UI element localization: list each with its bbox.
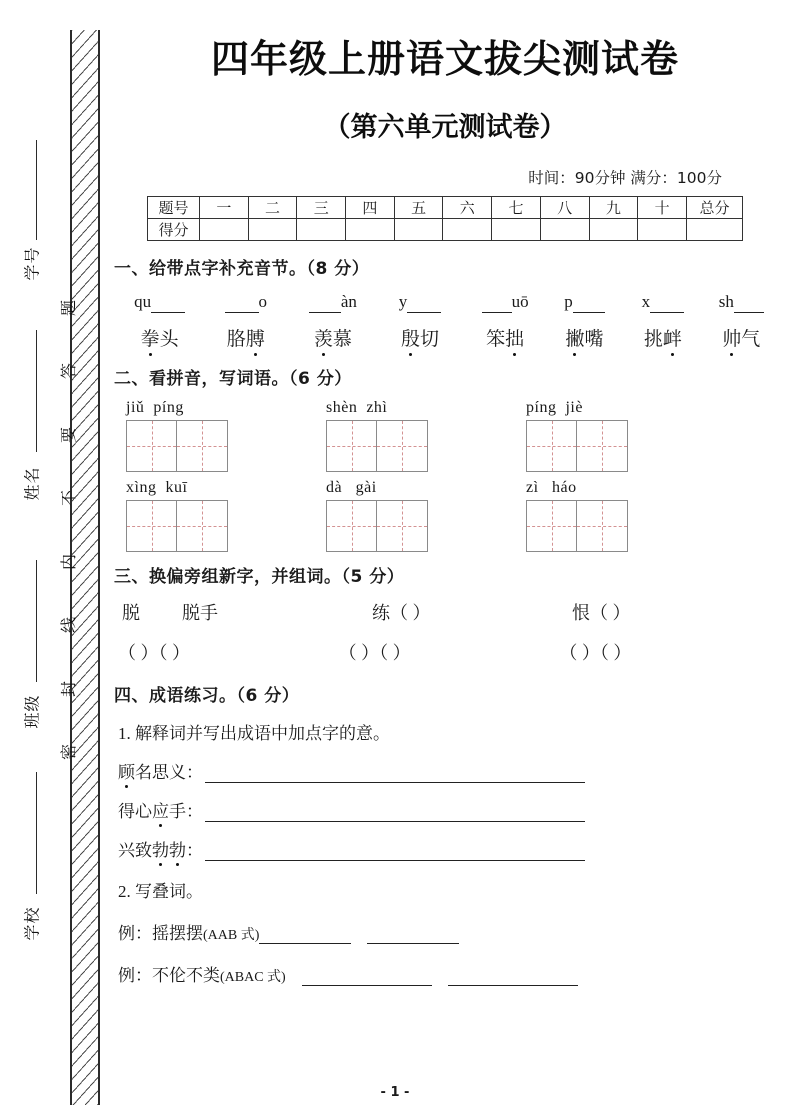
q1-word	[290, 324, 375, 351]
idiom-char: 义	[169, 763, 186, 782]
tianzige-cell[interactable]	[527, 421, 577, 471]
q1-word-pre: 挑	[643, 329, 663, 350]
idiom-dotted-char: 勃	[152, 836, 169, 861]
q2-pinyin: píng jiè	[526, 399, 583, 416]
q1-dotted-char: 衅	[663, 324, 682, 351]
seal-vertical-text	[56, 300, 84, 760]
reduplication-example-abac	[110, 961, 780, 986]
score-row-label: 题号	[148, 197, 200, 219]
idiom-answer-blank[interactable]	[205, 768, 585, 783]
score-cell[interactable]	[200, 219, 249, 241]
idiom-colon: ：	[186, 802, 203, 821]
tianzige-grid[interactable]	[526, 500, 628, 552]
section-heading-4	[110, 681, 780, 706]
q1-pinyin-pre: y	[398, 292, 408, 311]
seal-char: 题	[60, 299, 78, 317]
score-col-header: 六	[443, 197, 492, 219]
score-col-header: 三	[297, 197, 346, 219]
tianzige-cell[interactable]	[377, 421, 427, 471]
example-label: 例：	[118, 966, 152, 985]
q1-pinyin-blank[interactable]	[465, 292, 546, 318]
idiom-char: 名	[135, 763, 152, 782]
seal-char: 要	[60, 426, 78, 443]
q3-answer-blanks[interactable]: （ ）（ ）	[118, 643, 190, 663]
score-col-header-total: 总分	[687, 197, 743, 219]
seal-char: 封	[60, 680, 78, 697]
q1-word-post: 头	[159, 329, 179, 350]
page-title: 四年级上册语文拔尖测试卷	[210, 37, 679, 81]
q4-subtask-2: 2. 写叠词。	[118, 882, 203, 901]
q4-subtask-1: 1. 解释词并写出成语中加点字的意。	[118, 724, 390, 743]
section-points: （6 分）	[289, 369, 352, 389]
score-cell[interactable]	[540, 219, 589, 241]
class-label: 班级	[24, 694, 42, 729]
q3-answer-blanks[interactable]: （ ）（ ）	[338, 643, 411, 663]
idiom-answer-line	[110, 758, 780, 783]
q3-row-1	[110, 599, 780, 625]
score-col-header: 四	[346, 197, 395, 219]
score-cell[interactable]	[297, 219, 346, 241]
q1-dotted-char: 膊	[246, 324, 265, 351]
tianzige-cell[interactable]	[377, 501, 427, 551]
q2-body	[110, 399, 780, 552]
seal-char: 不	[60, 490, 78, 507]
section-text: 成语练习。	[149, 686, 237, 706]
example-answer-blank[interactable]	[302, 972, 432, 986]
tianzige-cell[interactable]	[577, 421, 627, 471]
q1-pinyin-post: uō	[511, 292, 529, 311]
idiom-char: 手	[169, 802, 186, 821]
q1-pinyin-blank[interactable]	[118, 292, 201, 318]
q1-word-pre: 胳	[226, 329, 246, 350]
q1-pinyin-blank[interactable]	[201, 292, 290, 318]
exam-sheet	[100, 0, 790, 1118]
score-col-header: 五	[394, 197, 443, 219]
score-col-header: 十	[638, 197, 687, 219]
tianzige-cell[interactable]	[577, 501, 627, 551]
score-cell[interactable]	[589, 219, 638, 241]
q3-prompt[interactable]: 练（ ）	[372, 603, 431, 623]
q2-item	[326, 479, 526, 552]
section-heading-1	[110, 254, 780, 279]
q1-pinyin-pre: p	[564, 292, 573, 311]
q1-body	[110, 292, 780, 351]
q1-item	[375, 292, 464, 351]
q1-pinyin-pre: sh	[718, 292, 734, 311]
class-rule[interactable]	[36, 560, 37, 682]
page-number: - 1 -	[380, 1085, 410, 1100]
page-subtitle: （第六单元测试卷）	[323, 112, 567, 143]
example-word: 摇摆摆	[152, 924, 203, 943]
q1-pinyin-blank[interactable]	[375, 292, 464, 318]
section-text: 给带点字补充音节。	[149, 259, 307, 279]
exam-meta: 时间：90分钟 满分：100分	[528, 169, 722, 187]
tianzige-cell[interactable]	[327, 421, 377, 471]
tianzige-grid[interactable]	[126, 420, 228, 472]
idiom-text	[118, 758, 186, 783]
q1-item	[118, 292, 201, 351]
table-row	[148, 219, 743, 241]
tianzige-grid[interactable]	[126, 500, 228, 552]
q2-item	[526, 399, 706, 472]
q1-item	[703, 292, 780, 351]
q2-item	[526, 479, 706, 552]
q1-word	[623, 324, 702, 351]
table-row	[148, 197, 743, 219]
q1-pinyin-blank[interactable]	[290, 292, 375, 318]
q1-pinyin-post: o	[258, 292, 267, 311]
q2-row-1	[126, 399, 780, 472]
seal-char: 内	[60, 553, 78, 570]
score-col-header: 二	[248, 197, 297, 219]
example-answer-blank[interactable]	[448, 972, 578, 986]
q2-pinyin: zì háo	[526, 479, 577, 496]
q1-word	[703, 324, 780, 351]
q3-prompt[interactable]: 恨（ ）	[572, 603, 631, 623]
tianzige-grid[interactable]	[326, 500, 428, 552]
tianzige-grid[interactable]	[326, 420, 428, 472]
score-cell[interactable]	[492, 219, 541, 241]
school-rule[interactable]	[36, 772, 37, 894]
q1-word	[465, 324, 546, 351]
q2-pinyin: xìng kuī	[126, 479, 188, 496]
score-cell[interactable]	[394, 219, 443, 241]
reduplication-example-aab	[110, 919, 780, 944]
section-number: 三、	[114, 567, 149, 587]
q1-word-post: 切	[419, 329, 439, 350]
tianzige-cell[interactable]	[177, 421, 227, 471]
section-points: （6 分）	[236, 686, 300, 706]
q2-pinyin: shèn zhì	[326, 399, 388, 416]
student-name-label: 姓名	[24, 466, 42, 501]
q1-pinyin-blank[interactable]	[623, 292, 702, 318]
tianzige-cell[interactable]	[127, 501, 177, 551]
score-cell[interactable]	[443, 219, 492, 241]
q1-pinyin-row	[118, 292, 780, 351]
score-cell[interactable]	[638, 219, 687, 241]
idiom-colon: ：	[186, 763, 203, 782]
q1-word	[546, 324, 623, 351]
q2-pinyin: jiǔ píng	[126, 399, 184, 416]
idiom-char: 得	[118, 802, 135, 821]
section-number: 四、	[114, 686, 149, 706]
q2-pinyin: dà gài	[326, 479, 377, 496]
score-col-header: 一	[200, 197, 249, 219]
school-label: 学校	[24, 906, 42, 941]
example-answer-blank[interactable]	[367, 930, 459, 944]
tianzige-cell[interactable]	[177, 501, 227, 551]
example-answer-blank[interactable]	[259, 930, 351, 944]
q1-dotted-char: 撇	[565, 324, 584, 351]
q1-dotted-char: 帅	[722, 324, 741, 351]
q1-dotted-char: 拙	[505, 324, 524, 351]
idiom-char: 心	[135, 802, 152, 821]
idiom-dotted-char: 勃	[169, 836, 186, 861]
q1-dotted-char: 羡	[314, 324, 333, 351]
seal-char: 线	[60, 617, 78, 634]
q1-pinyin-post: àn	[340, 292, 357, 311]
q1-word-pre: 笨	[486, 329, 506, 350]
q1-dotted-char: 殷	[401, 324, 420, 351]
score-table	[147, 196, 743, 241]
q1-word	[201, 324, 290, 351]
idiom-dotted-char: 应	[152, 797, 169, 822]
q2-item	[126, 399, 326, 472]
q2-row-2	[126, 479, 780, 552]
tianzige-cell[interactable]	[127, 421, 177, 471]
tianzige-cell[interactable]	[327, 501, 377, 551]
idiom-answer-blank[interactable]	[205, 846, 585, 861]
example-pattern: (AAB 式)	[203, 928, 260, 943]
seal-char: 密	[60, 743, 78, 760]
section-number: 二、	[114, 369, 149, 389]
example-pattern: (ABAC 式)	[220, 970, 286, 985]
q3-base-char: 脱	[122, 603, 140, 623]
q1-item	[290, 292, 375, 351]
q1-word-post: 慕	[332, 329, 352, 350]
idiom-colon: ：	[186, 841, 203, 860]
q1-pinyin-pre: x	[641, 292, 651, 311]
idiom-text	[118, 836, 186, 861]
section-points: （8 分）	[306, 259, 370, 279]
example-label: 例：	[118, 924, 152, 943]
idiom-dotted-char: 顾	[118, 758, 135, 783]
student-name-rule[interactable]	[36, 330, 37, 452]
q2-item	[126, 479, 326, 552]
score-cell[interactable]	[248, 219, 297, 241]
idiom-char: 兴	[118, 841, 135, 860]
q1-pinyin-blank[interactable]	[546, 292, 623, 318]
idiom-char: 致	[135, 841, 152, 860]
q1-pinyin-blank[interactable]	[703, 292, 780, 318]
seal-char: 答	[60, 363, 78, 380]
example-word: 不伦不类	[152, 966, 220, 985]
section-heading-2	[110, 364, 780, 389]
score-col-header: 九	[589, 197, 638, 219]
q1-dotted-char: 拳	[141, 324, 160, 351]
q1-item	[623, 292, 702, 351]
seal-margin	[0, 0, 100, 1118]
q1-item	[465, 292, 546, 351]
q1-item	[201, 292, 290, 351]
section-text: 换偏旁组新字，并组词。	[149, 567, 342, 587]
idiom-text	[118, 797, 186, 822]
q1-word	[118, 324, 201, 351]
score-col-header: 八	[540, 197, 589, 219]
q1-pinyin-pre: qu	[134, 292, 152, 311]
q3-answer-blanks[interactable]: （ ）（ ）	[559, 643, 632, 663]
q3-example-word: 脱手	[182, 603, 218, 623]
q3-row-2	[110, 639, 780, 665]
section-number: 一、	[114, 259, 149, 279]
q1-item	[546, 292, 623, 351]
tianzige-cell[interactable]	[527, 501, 577, 551]
score-cell[interactable]	[346, 219, 395, 241]
score-col-header: 七	[492, 197, 541, 219]
q1-word-post: 嘴	[584, 329, 604, 350]
idiom-answer-line	[110, 797, 780, 822]
section-heading-3	[110, 562, 780, 587]
score-row-label: 得分	[148, 219, 200, 241]
section-text: 看拼音，写词语。	[149, 369, 289, 389]
section-points: （5 分）	[341, 567, 405, 587]
idiom-char: 思	[152, 763, 169, 782]
q1-word-post: 气	[741, 329, 761, 350]
q2-item	[326, 399, 526, 472]
tianzige-grid[interactable]	[526, 420, 628, 472]
student-id-rule[interactable]	[36, 140, 37, 240]
idiom-answer-line	[110, 836, 780, 861]
student-id-label: 学号	[24, 246, 42, 281]
score-cell-total[interactable]	[687, 219, 743, 241]
q1-word	[375, 324, 464, 351]
idiom-answer-blank[interactable]	[205, 807, 585, 822]
